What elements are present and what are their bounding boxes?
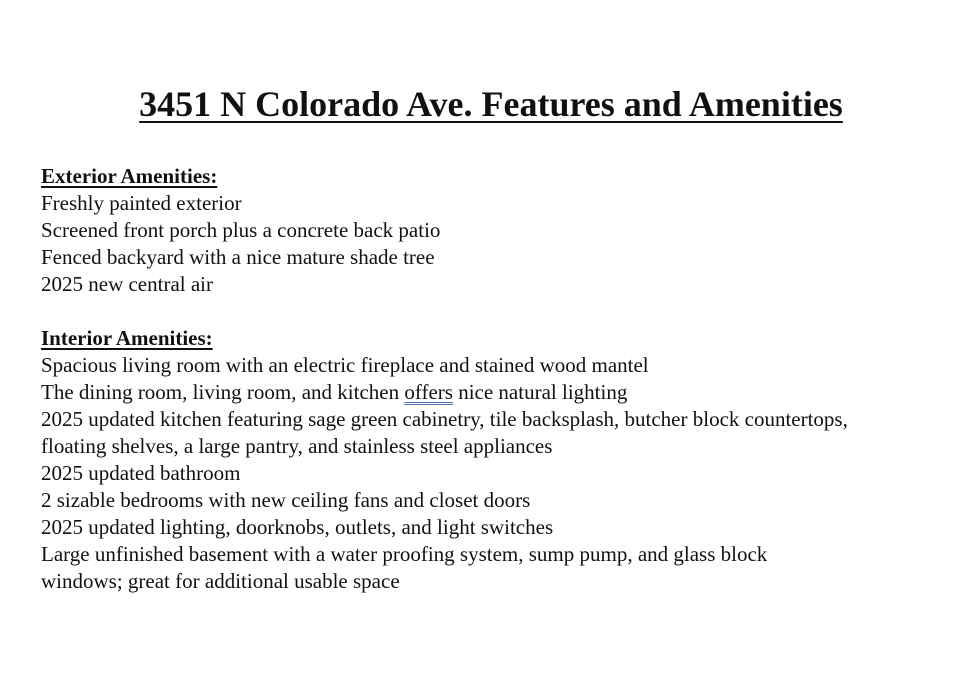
interior-item: 2 sizable bedrooms with new ceiling fans and closet doors — [41, 488, 531, 512]
exterior-item: Screened front porch plus a concrete back patio — [41, 218, 441, 242]
exterior-item: Fenced backyard with a nice mature shade tree — [41, 245, 435, 269]
interior-item-text: The dining room, living room, and kitchen — [41, 380, 405, 404]
interior-item: 2025 updated bathroom — [41, 461, 241, 485]
paragraph-spacer — [41, 298, 961, 325]
grammar-flagged-word[interactable]: offers — [404, 380, 453, 404]
interior-item: Spacious living room with an electric fireplace and stained wood mantel — [41, 353, 649, 377]
interior-heading: Interior Amenities: — [41, 326, 213, 350]
interior-item: Large unfinished basement with a water proofing system, sump pump, and glass block — [41, 542, 768, 566]
document-title: 3451 N Colorado Ave. Features and Amenities — [139, 84, 843, 124]
interior-item-continuation: windows; great for additional usable space — [41, 569, 400, 593]
interior-item: 2025 updated kitchen featuring sage green cabinetry, tile backsplash, butcher block countertops, — [41, 407, 848, 431]
interior-item — [41, 379, 961, 406]
interior-item-text: nice natural lighting — [452, 380, 628, 404]
interior-item-continuation: floating shelves, a large pantry, and stainless steel appliances — [41, 434, 553, 458]
exterior-item: Freshly painted exterior — [41, 191, 242, 215]
exterior-item: 2025 new central air — [41, 272, 214, 296]
interior-item: 2025 updated lighting, doorknobs, outlets, and light switches — [41, 515, 554, 539]
document-body — [41, 163, 961, 595]
exterior-heading: Exterior Amenities: — [41, 164, 218, 188]
